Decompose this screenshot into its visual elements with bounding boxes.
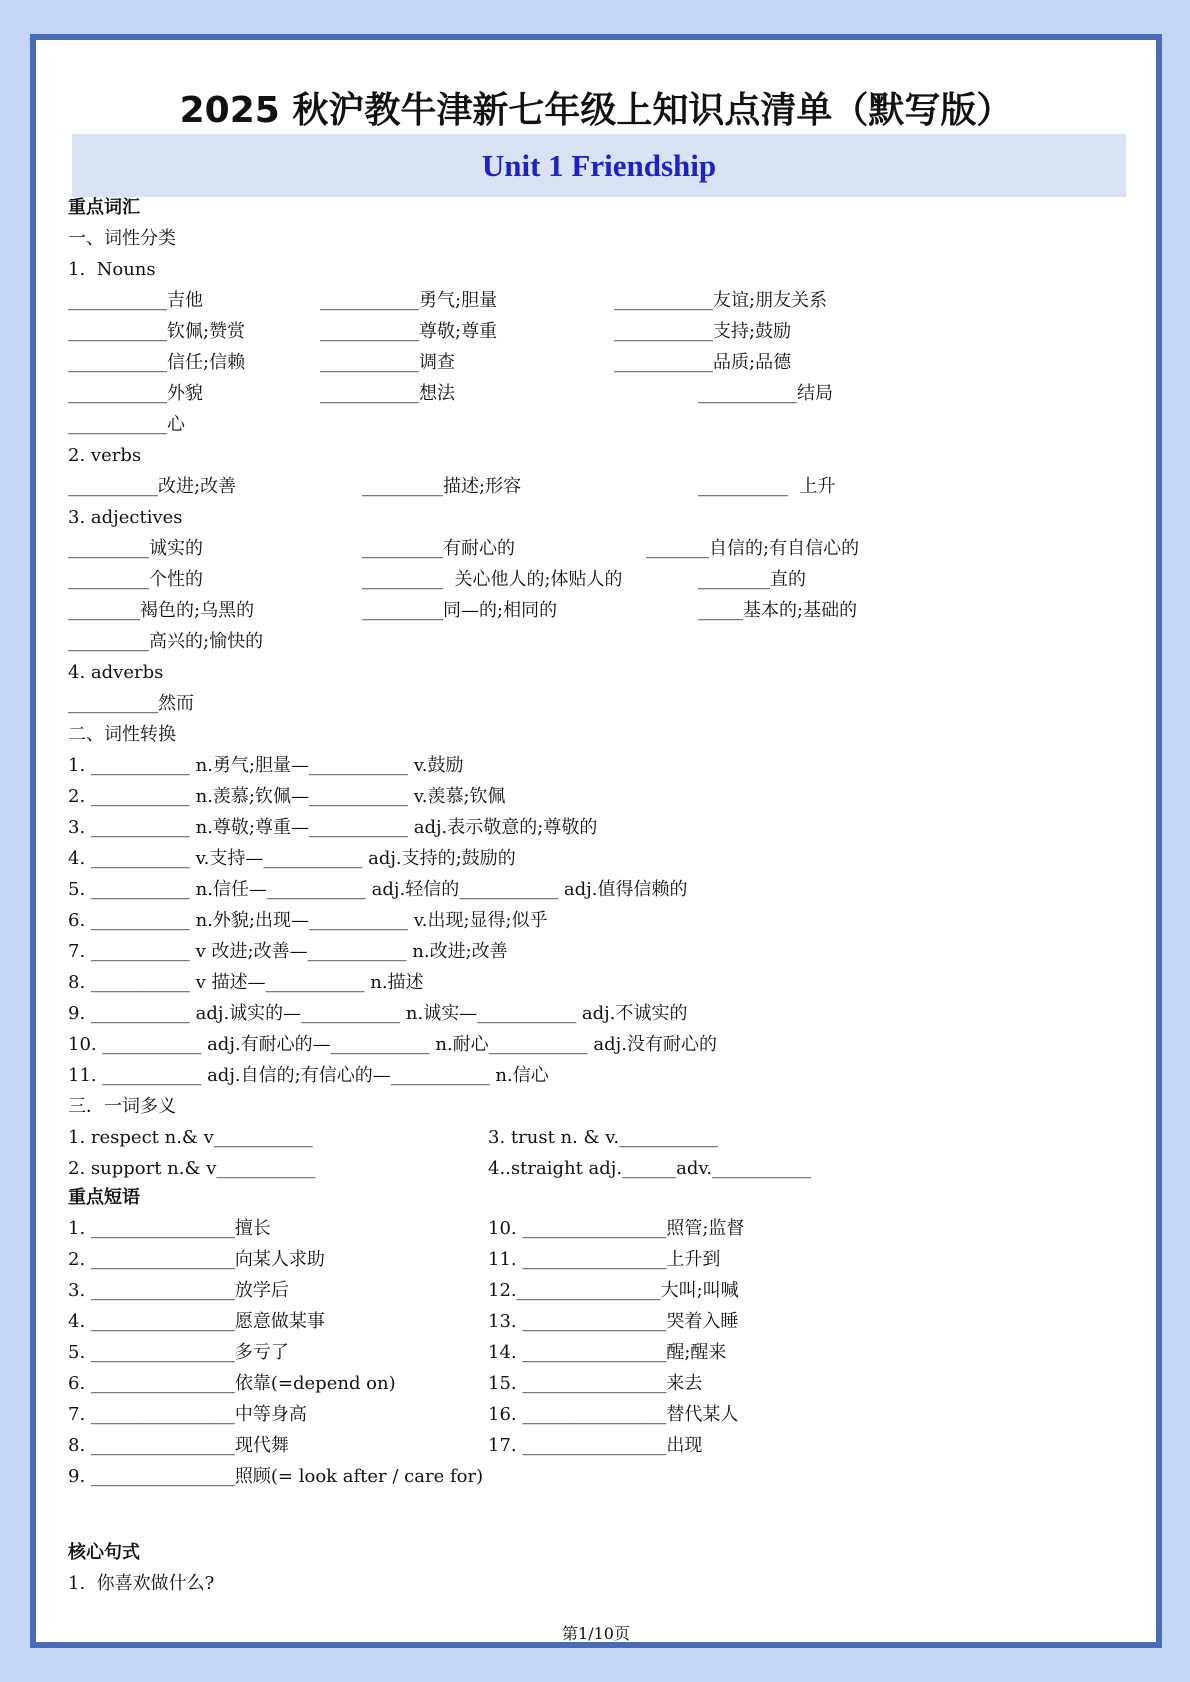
section-polysemy: 三．一词多义 <box>68 1096 176 1117</box>
noun-item: ___________支持;鼓励 <box>614 321 792 342</box>
noun-item: ___________心 <box>68 414 185 435</box>
phrase-item: 10. ________________照管;监督 <box>488 1218 745 1239</box>
polysemy-item: 3. trust n. & v.___________ <box>488 1127 719 1148</box>
conversion-item: 5. ___________ n.信任—___________ adj.轻信的___________ adj.值得信赖的 <box>68 879 688 900</box>
phrase-item: 7. ________________中等身高 <box>68 1404 307 1425</box>
verb-item: _________描述;形容 <box>362 476 522 497</box>
page-number: 第1/10页 <box>562 1624 630 1643</box>
page-title: 2025 秋沪教牛津新七年级上知识点清单（默写版） <box>179 90 1013 131</box>
noun-item: ___________勇气;胆量 <box>320 290 498 311</box>
noun-item: ___________信任;信赖 <box>68 352 246 373</box>
conversion-item: 7. ___________ v 改进;改善—___________ n.改进;改善 <box>68 941 508 962</box>
phrase-item: 11. ________________上升到 <box>488 1249 721 1270</box>
adjective-item: _________同—的;相同的 <box>362 600 558 621</box>
adverb-item: __________然而 <box>68 693 194 714</box>
phrase-item: 2. ________________向某人求助 <box>68 1249 325 1270</box>
adjective-item: _________个性的 <box>68 569 203 590</box>
verbs-heading: 2. verbs <box>68 445 142 466</box>
phrase-item: 17. ________________出现 <box>488 1435 703 1456</box>
section-sentences: 核心句式 <box>68 1542 140 1563</box>
page-frame <box>30 34 1162 1648</box>
adjective-item: _________高兴的;愉快的 <box>68 631 264 652</box>
noun-item: ___________外貌 <box>68 383 203 404</box>
noun-item: ___________吉他 <box>68 290 203 311</box>
adverbs-heading: 4. adverbs <box>68 662 164 683</box>
conversion-item: 6. ___________ n.外貌;出现—___________ v.出现;显得;似乎 <box>68 910 548 931</box>
conversion-item: 9. ___________ adj.诚实的—___________ n.诚实—___________ adj.不诚实的 <box>68 1003 688 1024</box>
phrase-item: 16. ________________替代某人 <box>488 1404 739 1425</box>
phrase-item: 5. ________________多亏了 <box>68 1342 289 1363</box>
conversion-item: 10. ___________ adj.有耐心的—___________ n.耐心___________ adj.没有耐心的 <box>68 1034 717 1055</box>
noun-item: ___________想法 <box>320 383 455 404</box>
phrase-item: 8. ________________现代舞 <box>68 1435 289 1456</box>
noun-item: ___________品质;品德 <box>614 352 792 373</box>
adjective-item: _________ 关心他人的;体贴人的 <box>362 569 623 590</box>
section-class: 一、词性分类 <box>68 228 176 249</box>
sentence-item: 1. 你喜欢做什么? <box>68 1573 215 1594</box>
conversion-item: 11. ___________ adj.自信的;有信心的—___________ n.信心 <box>68 1065 549 1086</box>
noun-item: ___________钦佩;赞赏 <box>68 321 246 342</box>
phrase-item: 12.________________大叫;叫喊 <box>488 1280 739 1301</box>
adjective-item: _________有耐心的 <box>362 538 515 559</box>
section-vocab: 重点词汇 <box>68 197 140 218</box>
section-phrases: 重点短语 <box>68 1187 140 1208</box>
verb-item: __________ 上升 <box>698 476 836 497</box>
nouns-heading: 1. Nouns <box>68 259 156 280</box>
phrase-item: 6. ________________依靠(=depend on) <box>68 1373 396 1394</box>
phrase-item: 13. ________________哭着入睡 <box>488 1311 739 1332</box>
conversion-item: 4. ___________ v.支持—___________ adj.支持的;鼓励的 <box>68 848 516 869</box>
polysemy-item: 2. support n.& v___________ <box>68 1158 316 1179</box>
phrase-item: 3. ________________放学后 <box>68 1280 289 1301</box>
phrase-item: 1. ________________擅长 <box>68 1218 271 1239</box>
unit-heading: Unit 1 Friendship <box>72 134 1126 197</box>
conversion-item: 8. ___________ v 描述—___________ n.描述 <box>68 972 424 993</box>
adjectives-heading: 3. adjectives <box>68 507 183 528</box>
noun-item: ___________调查 <box>320 352 455 373</box>
phrase-item: 15. ________________来去 <box>488 1373 703 1394</box>
phrase-item: 9. ________________照顾(= look after / care for) <box>68 1466 484 1487</box>
noun-item: ___________尊敬;尊重 <box>320 321 498 342</box>
polysemy-item: 4..straight adj.______adv.___________ <box>488 1158 812 1179</box>
adjective-item: _____基本的;基础的 <box>698 600 858 621</box>
polysemy-item: 1. respect n.& v___________ <box>68 1127 313 1148</box>
adjective-item: _________诚实的 <box>68 538 203 559</box>
adjective-item: ________直的 <box>698 569 806 590</box>
section-convert: 二、词性转换 <box>68 724 176 745</box>
phrase-item: 4. ________________愿意做某事 <box>68 1311 325 1332</box>
verb-item: __________改进;改善 <box>68 476 237 497</box>
noun-item: ___________友谊;朋友关系 <box>614 290 828 311</box>
adjective-item: ________褐色的;乌黑的 <box>68 600 255 621</box>
noun-item: ___________结局 <box>698 383 833 404</box>
adjective-item: _______自信的;有自信心的 <box>646 538 860 559</box>
phrase-item: 14. ________________醒;醒来 <box>488 1342 727 1363</box>
conversion-item: 1. ___________ n.勇气;胆量—___________ v.鼓励 <box>68 755 464 776</box>
conversion-item: 2. ___________ n.羡慕;钦佩—___________ v.羡慕;钦佩 <box>68 786 506 807</box>
conversion-item: 3. ___________ n.尊敬;尊重—___________ adj.表示敬意的;尊敬的 <box>68 817 598 838</box>
